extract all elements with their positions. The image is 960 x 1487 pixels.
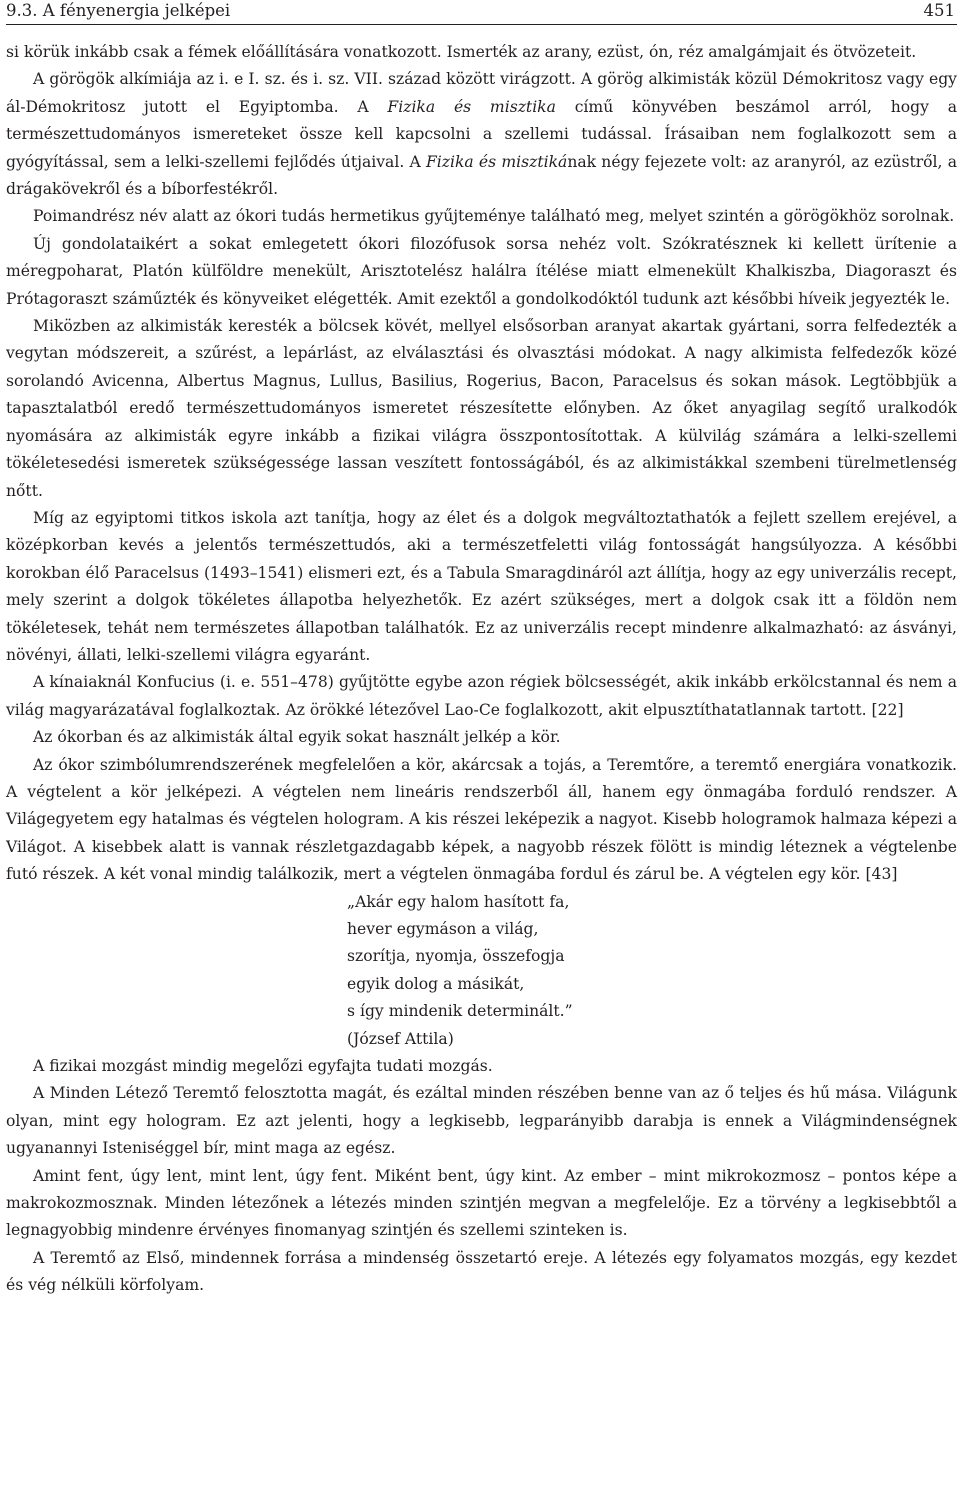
text-run: Miközben az alkimisták keresték a bölcsek kövét, mellyel elsősorban aranyat akartak gyártani, sorra felfedezték a vegytan módszereit, a szűrést, a lepárlást, az elválasztási és olvasztási módokat. A nagy alkimista felfedezők közé sorolandó Avicenna, Albertus Magnus, Lullus, Basilius, Rogerius, Bacon, Paracelsus és sokan mások. Legtöbbjük a tapasztalatból eredő természettudományos ismeretet részesítette előnyben. Az őket anyagilag segítő uralkodók nyomására az alkimisták egyre inkább a fizikai világra összpontosítottak. A külvilág számára a lelki-szellemi tökéletesedési ismeretek szükségessége lassan veszített fontosságából, és az alkimistákkal szembeni türelmetlenség nőtt. [6,317,957,500]
paragraph [6,66,957,203]
paragraph [6,313,957,505]
paragraph [6,1245,957,1300]
text-run: nak négy fejezete volt: az aranyról, az ezüstről, a drágakövekről és a bíborfestékről. [6,152,957,199]
document-page [6,0,957,1300]
paragraph [6,505,957,669]
text-run: Az ókorban és az alkimisták által egyik sokat használt jelkép a kör. [33,728,561,747]
paragraph [6,1080,957,1162]
paragraph [6,1053,957,1080]
text-run: si körük inkább csak a fémek előállítására vonatkozott. Ismerték az arany, ezüst, ón, réz amalgámjait és ötvözeteit. [6,43,917,61]
paragraph [6,231,957,313]
text-run: A kínaiaknál Konfucius (i. e. 551–478) gyűjtötte egybe azon régiek bölcsességét, akik inkább erkölcstannal és nem a világ magyarázatával foglalkoztak. Az örökké létezővel Lao-Ce foglalkozott, akit elpusztíthatatlannak tartott. [22] [6,673,957,719]
text-run: A Teremtő az Első, mindennek forrása a mindenség összetartó ereje. A létezés egy folyamatos mozgás, egy kezdet és vég nélküli körfolyam. [6,1248,957,1295]
poem-line: szorítja, nyomja, összefogja [347,947,565,966]
paragraph [6,39,957,66]
text-run: című könyvében beszámol arról, hogy a természettudományos ismereteket össze kell kapcsolni a szellemi tudással. Írásaiban nem foglalkozott sem a gyógyítással, sem a lelki-szellemi fejlődés útjaival. A [6,97,958,171]
italic-title: Fizika és misztiká [425,152,568,171]
page-number: 451 [923,1,955,20]
text-run: Az ókor szimbólumrendszerének megfelelően a kör, akárcsak a tojás, a Teremtőre, a teremtő energiára vonatkozik. A végtelent a kör jelképezi. A végtelen nem lineáris rendszerből áll, hanem egy önmagába forduló rendszer. A Világegyetem egy hatalmas és végtelen hologram. A kis részei leképezik a nagyot. Kisebb hologramok halmaza képezi a Világot. A kisebbek alatt is vannak részletgazdagabb képek, a nagyobb részek fölött is mindig léteznek a végtelenbe futó részek. A két vonal mindig találkozik, mert a végtelen önmagába fordul és zárul be. A végtelen egy kör. [43] [6,755,957,884]
poem-line: egyik dolog a másikát, [347,974,525,993]
text-run: Poimandrész név alatt az ókori tudás hermetikus gyűjteménye található meg, melyet szintén a görögökhöz sorolnak. [33,207,955,226]
paragraph [6,1163,957,1245]
body-text [6,39,957,1300]
poem-attribution: (József Attila) [347,1029,454,1048]
italic-title: Fizika és misztika [387,97,556,116]
text-run: A fizikai mozgást mindig megelőzi egyfajta tudati mozgás. [33,1057,493,1076]
paragraph [6,203,957,230]
running-header [6,0,957,25]
paragraph [6,752,957,889]
text-run: A görögök alkímiája az i. e I. sz. és i. sz. VII. század között virágzott. A görög alkimisták közül Démokritosz vagy egy ál-Démokritosz jutott el Egyiptomba. A [6,70,957,116]
paragraphs-before-poem [6,39,957,889]
text-run: Új gondolataikért a sokat emlegetett ókori filozófusok sorsa nehéz volt. Szókratésznek ki kellett ürítenie a méregpoharat, Platón külföldre menekült, Arisztotelész halálra ítélése miatt elmenekült Khalkiszba, Diagoraszt és Prótagoraszt száműzték és könyveiket elégették. Amit ezektől a gondolkodóktól tudunk azt későbbi híveik jegyezték le. [6,234,957,308]
text-run: Amint fent, úgy lent, mint lent, úgy fent. Miként bent, úgy kint. Az ember – mint mikrokozmosz – pontos képe a makrokozmosznak. Minden létezőnek a létezés minden szintjén megvan a megfelelője. Ez a törvény a legkisebbtől a legnagyobbig mindenre érvényes finomanyag szintjén és szellemi szinteken is. [6,1166,957,1240]
poem-line: s így mindenik determinált.” [347,1002,573,1021]
section-title: 9.3. A fényenergia jelképei [6,1,231,20]
paragraph [6,724,957,751]
poem-line: „Akár egy halom hasított fa, [347,892,570,911]
paragraphs-after-poem [6,1053,957,1300]
poem-quote [347,889,957,1053]
text-run: A Minden Létező Teremtő felosztotta magát, és ezáltal minden részében benne van az ő teljes és hű mása. Világunk olyan, mint egy hologram. Ez azt jelenti, hogy a legkisebb, legparányibb darabja is ennek a Világmindenségnek ugyanannyi Isteniséggel bír, mint maga az egész. [6,1084,957,1158]
paragraph [6,669,957,724]
poem-line: hever egymáson a világ, [347,920,539,938]
text-run: Míg az egyiptomi titkos iskola azt tanítja, hogy az élet és a dolgok megváltoztathatók a fejlett szellem erejével, a középkorban kevés a jelentős természettudós, aki a természetfeletti világ fontosságát hangsúlyozza. A későbbi korokban élő Paracelsus (1493–1541) elismeri ezt, és a Tabula Smaragdináról azt állítja, hogy az egy univerzális recept, mely szerint a dolgok tökéletes állapotba helyezhetők. Ez azért szükséges, mert a dolgok csak itt a földön nem tökéletesek, tehát nem természetes állapotban találhatók. Ez az univerzális recept mindenre alkalmazható: az ásványi, növényi, állati, lelki-szellemi világra egyaránt. [6,508,957,664]
